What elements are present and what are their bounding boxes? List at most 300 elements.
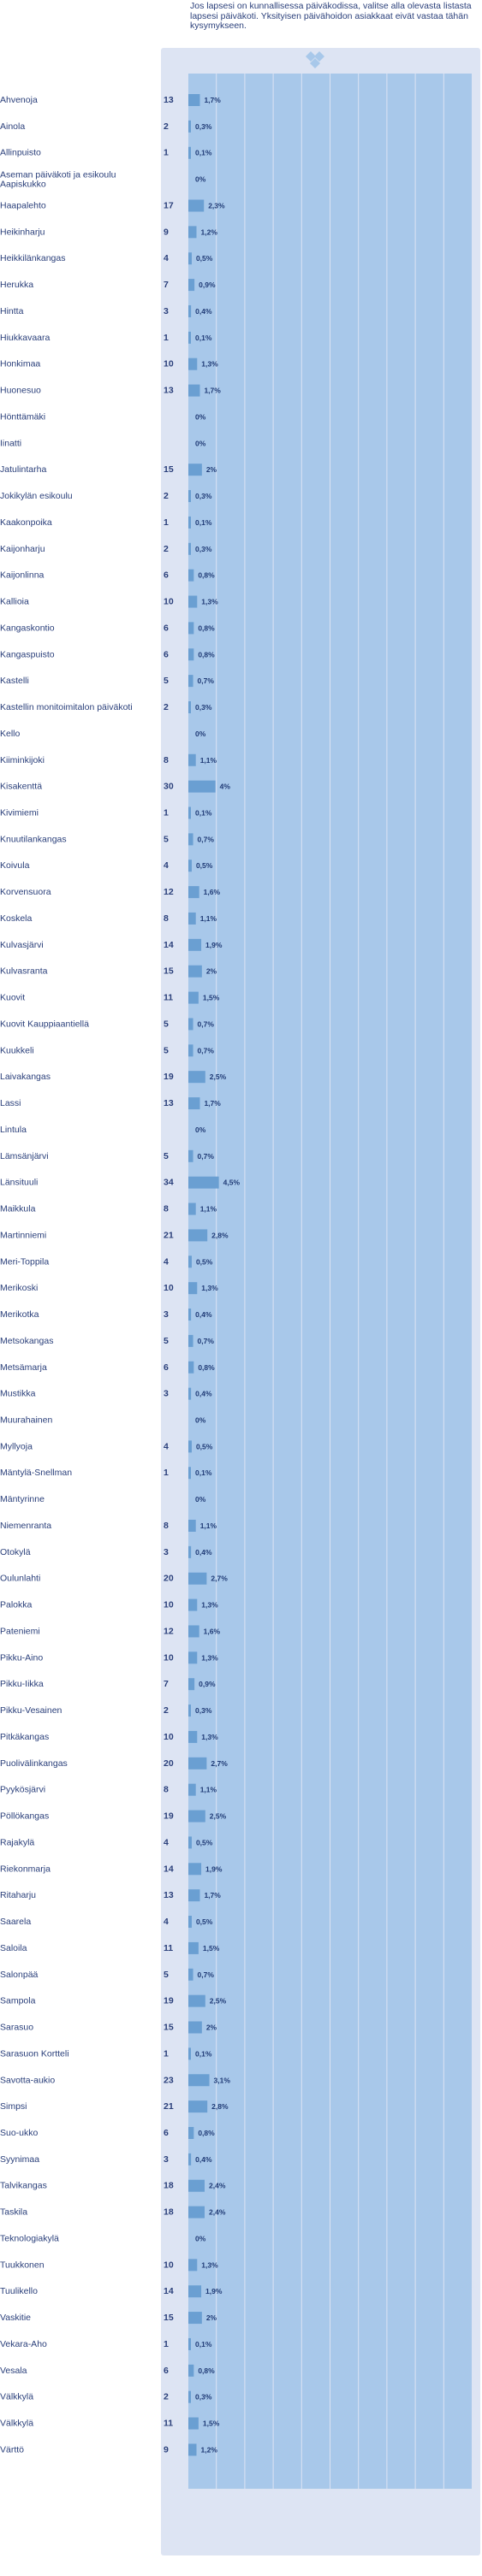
category-label: Kello: [0, 728, 21, 739]
value-label: 1,1%: [199, 1521, 217, 1530]
value-label: 0%: [195, 412, 206, 422]
bar: [188, 1282, 197, 1294]
category-label: Rajakylä: [0, 1837, 35, 1848]
value-label: 0,8%: [198, 2128, 215, 2137]
bar: [188, 1520, 196, 1532]
bar: [188, 1889, 199, 1901]
value-label: 1,3%: [201, 1732, 218, 1741]
bar: [188, 1467, 191, 1479]
bar: [188, 1811, 205, 1823]
value-label: 0,1%: [195, 2049, 212, 2059]
bar: [188, 1836, 192, 1848]
count-label: 2: [164, 491, 169, 502]
category-label: Iinatti: [0, 438, 22, 449]
count-label: 1: [164, 517, 169, 528]
category-label: Ritaharju: [0, 1890, 37, 1901]
value-label: 1,6%: [203, 888, 221, 897]
value-label: 0,7%: [197, 1046, 214, 1055]
bar: [188, 1916, 192, 1928]
bar: [188, 1309, 191, 1320]
category-label: Metsämarja: [0, 1362, 47, 1373]
count-label: 1: [164, 147, 169, 158]
bar: [188, 1995, 205, 2007]
bar: [188, 754, 196, 766]
category-label: Simpsi: [0, 2101, 27, 2112]
bar: [188, 1942, 199, 1954]
value-label: 0,1%: [195, 1468, 212, 1478]
category-label: Salonpää: [0, 1969, 39, 1980]
grid-column: [330, 74, 358, 2489]
category-label: Ainola: [0, 121, 26, 132]
value-label: 1,2%: [200, 227, 217, 237]
value-label: 0,7%: [197, 1336, 214, 1345]
value-label: 2,4%: [209, 2181, 226, 2190]
bar: [188, 596, 197, 608]
bar: [188, 2100, 207, 2112]
category-label: Haapalehto: [0, 200, 46, 211]
value-label: 0,7%: [197, 1970, 214, 1979]
value-label: 2,3%: [208, 201, 225, 210]
bar: [188, 2047, 191, 2059]
value-label: 0,7%: [197, 676, 214, 686]
bar: [188, 2365, 193, 2377]
value-label: 0%: [195, 439, 206, 448]
value-label: 0,3%: [195, 1706, 212, 1716]
count-label: 23: [164, 2075, 174, 2086]
value-label: 0,3%: [195, 544, 212, 553]
value-label: 2,5%: [209, 1072, 227, 1082]
category-label: Kallioia: [0, 596, 29, 607]
count-label: 15: [164, 464, 174, 476]
bar: [188, 1784, 196, 1796]
bar: [188, 517, 191, 529]
category-label: Länsituuli: [0, 1177, 39, 1188]
value-label: 0,3%: [195, 2392, 212, 2402]
value-label: 2%: [205, 2023, 217, 2032]
value-label: 1,9%: [205, 1864, 223, 1874]
category-label: Kaijonharju: [0, 543, 45, 554]
category-label: Välkkylä: [0, 2391, 34, 2402]
value-label: 0,5%: [195, 1257, 213, 1267]
value-label: 2,5%: [209, 1811, 227, 1821]
value-label: 0,4%: [195, 1547, 212, 1557]
value-label: 0,4%: [195, 2154, 212, 2164]
category-label: Kastellin monitoimitalon päiväkoti: [0, 702, 133, 713]
bar: [188, 490, 191, 502]
bar: [188, 913, 196, 925]
bar: [188, 1651, 197, 1663]
count-label: 21: [164, 1230, 174, 1241]
count-label: 4: [164, 1837, 169, 1848]
category-label: Sarasuon Kortteli: [0, 2048, 69, 2059]
count-label: 5: [164, 1969, 169, 1980]
category-label: Sarasuo: [0, 2022, 34, 2033]
category-label: Pikku-Aino: [0, 1652, 44, 1663]
count-label: 5: [164, 1019, 169, 1030]
value-label: 0,8%: [198, 2366, 215, 2375]
count-label: 7: [164, 1679, 169, 1690]
bar: [188, 648, 193, 660]
count-label: 13: [164, 1098, 174, 1109]
category-label: Mustikka: [0, 1388, 36, 1399]
category-label: Lintula: [0, 1124, 27, 1135]
value-label: 0,8%: [198, 570, 215, 580]
count-label: 6: [164, 2365, 169, 2376]
category-label: Kaakonpoika: [0, 517, 52, 528]
value-label: 1,1%: [199, 755, 217, 765]
bar: [188, 1731, 197, 1743]
count-label: 4: [164, 860, 169, 871]
count-label: 7: [164, 280, 169, 291]
value-label: 1,9%: [205, 940, 223, 949]
count-label: 3: [164, 2154, 169, 2165]
category-label: Talvikangas: [0, 2180, 47, 2191]
category-label: Kangaspuisto: [0, 649, 55, 660]
value-label: 1,3%: [201, 597, 218, 606]
grid-column: [387, 74, 414, 2489]
category-label: Koskela: [0, 913, 33, 924]
category-label: Lassi: [0, 1098, 21, 1109]
category-label: Pyykösjärvi: [0, 1784, 46, 1795]
grid-column: [245, 74, 272, 2489]
bar: [188, 2312, 202, 2324]
value-label: 0,3%: [195, 492, 212, 501]
value-label: 1,5%: [202, 993, 220, 1002]
count-label: 10: [164, 358, 174, 369]
category-label: Maikkula: [0, 1203, 36, 1214]
category-label: Vekara-Aho: [0, 2338, 47, 2349]
grid-column: [217, 74, 244, 2489]
value-label: 2,8%: [211, 2102, 229, 2112]
bar: [188, 806, 191, 818]
bar: [188, 464, 202, 476]
category-label: Puolivälinkangas: [0, 1758, 68, 1769]
value-label: 0,1%: [195, 2339, 212, 2349]
value-label: 0%: [195, 1495, 206, 1504]
count-label: 34: [164, 1177, 174, 1188]
question-text: Jos lapsesi on kunnallisessa päiväkodissa, valitse alla olevasta listasta lapsesi päiväkoti. Yksityisen päivähoidon asiakkaat eivät vastaa tähän kysymykseen.: [190, 1, 472, 31]
grid-column: [416, 74, 443, 2489]
value-label: 0%: [195, 2234, 206, 2243]
value-label: 1,3%: [201, 1600, 218, 1610]
bar: [188, 1229, 207, 1241]
value-label: 0,5%: [195, 861, 213, 871]
category-label: Kangaskontio: [0, 623, 55, 634]
bar: [188, 1705, 191, 1716]
category-label: Pateniemi: [0, 1626, 40, 1637]
bar: [188, 2285, 201, 2297]
category-label: Merikoski: [0, 1283, 39, 1294]
count-label: 1: [164, 2338, 169, 2349]
bar: [188, 1678, 194, 1690]
value-label: 0,5%: [195, 254, 213, 263]
category-label: Pikku-Vesainen: [0, 1705, 62, 1716]
value-label: 1,2%: [200, 2445, 217, 2455]
category-label: Myllyoja: [0, 1441, 33, 1452]
count-label: 9: [164, 227, 169, 238]
category-label: Suo-ukko: [0, 2127, 39, 2138]
value-label: 0,3%: [195, 703, 212, 712]
value-label: 0,1%: [195, 517, 212, 527]
count-label: 10: [164, 1283, 174, 1294]
bar: [188, 94, 199, 106]
count-label: 8: [164, 754, 169, 765]
bar: [188, 1440, 192, 1452]
bar: [188, 121, 191, 133]
bar: [188, 701, 191, 713]
category-label: Sampola: [0, 1995, 36, 2006]
grid-column: [444, 74, 472, 2489]
category-label: Kaijonlinna: [0, 570, 45, 581]
category-label: Korvensuora: [0, 887, 51, 898]
count-label: 11: [164, 2418, 174, 2429]
bar: [188, 1625, 199, 1637]
count-label: 2: [164, 702, 169, 713]
category-label: Mäntyrinne: [0, 1494, 45, 1505]
grid-column: [302, 74, 330, 2489]
value-label: 0,9%: [199, 281, 216, 290]
count-label: 15: [164, 2022, 174, 2033]
value-label: 1,9%: [205, 2287, 223, 2296]
category-label: Savotta-aukio: [0, 2075, 56, 2086]
category-label: Saarela: [0, 1917, 32, 1928]
count-label: 3: [164, 1309, 169, 1320]
bar: [188, 2154, 191, 2165]
bar: [188, 1018, 193, 1030]
bar: [188, 543, 191, 555]
category-label: Meri-Toppila: [0, 1256, 50, 1267]
grid-column: [188, 74, 216, 2489]
value-label: 0%: [195, 174, 206, 184]
bar: [188, 147, 191, 159]
value-label: 0,5%: [195, 1442, 213, 1451]
bar: [188, 2338, 191, 2350]
bar: [188, 2074, 210, 2086]
value-label: 0,8%: [198, 650, 215, 659]
bar: [188, 2022, 202, 2034]
category-label: Kisakenttä: [0, 781, 43, 792]
count-label: 13: [164, 1890, 174, 1901]
bar: [188, 2207, 205, 2219]
category-label: Oulunlahti: [0, 1573, 41, 1584]
category-label: Pitkäkangas: [0, 1731, 50, 1742]
bar: [188, 252, 192, 264]
count-label: 14: [164, 939, 174, 950]
category-label: Välkkylä: [0, 2418, 34, 2429]
count-label: 5: [164, 1045, 169, 1056]
value-label: 0%: [195, 729, 206, 738]
category-label: Otokylä: [0, 1546, 31, 1557]
category-label: Riekonmarja: [0, 1864, 51, 1875]
category-label: Vesala: [0, 2365, 27, 2376]
count-label: 18: [164, 2207, 174, 2218]
category-label: Pikku-Iikka: [0, 1679, 44, 1690]
category-label: Huonesuo: [0, 385, 41, 396]
bar: [188, 2180, 205, 2192]
value-label: 1,7%: [204, 1099, 221, 1108]
bar: [188, 1599, 197, 1611]
value-label: 0,8%: [198, 1362, 215, 1372]
count-label: 8: [164, 1520, 169, 1531]
count-label: 6: [164, 623, 169, 634]
bar: [188, 1044, 193, 1056]
count-label: 6: [164, 570, 169, 581]
value-label: 1,7%: [204, 386, 221, 395]
category-label: Kastelli: [0, 676, 29, 687]
count-label: 10: [164, 1599, 174, 1610]
value-label: 0,7%: [197, 1019, 214, 1029]
value-label: 1,1%: [199, 1204, 217, 1214]
value-label: 0,4%: [195, 1389, 212, 1398]
value-label: 0%: [195, 1415, 206, 1425]
bar: [188, 199, 204, 211]
count-label: 14: [164, 2286, 174, 2297]
count-label: 8: [164, 1784, 169, 1795]
category-label: Värttö: [0, 2444, 25, 2455]
bar: [188, 570, 193, 582]
value-label: 2%: [205, 465, 217, 475]
category-label: Heikinharju: [0, 227, 45, 238]
grid-column: [359, 74, 386, 2489]
bar: [188, 2418, 199, 2430]
category-label: Niemenranta: [0, 1520, 52, 1531]
category-label: Ahvenoja: [0, 95, 38, 105]
category-label: Knuutilankangas: [0, 834, 67, 845]
count-label: 21: [164, 2101, 174, 2112]
category-label: Jokikylän esikoulu: [0, 491, 73, 502]
value-label: 1,5%: [202, 1943, 220, 1953]
count-label: 13: [164, 95, 174, 105]
value-label: 4,5%: [223, 1178, 241, 1187]
value-label: 0,1%: [195, 148, 212, 157]
count-label: 5: [164, 676, 169, 687]
count-label: 6: [164, 2127, 169, 2138]
count-label: 1: [164, 807, 169, 818]
value-label: 2%: [205, 2313, 217, 2323]
category-label: Mäntylä-Snellman: [0, 1468, 73, 1479]
grid-column: [274, 74, 301, 2489]
value-label: 0,4%: [195, 306, 212, 316]
count-label: 1: [164, 2048, 169, 2059]
category-label: Martinniemi: [0, 1230, 47, 1241]
count-label: 15: [164, 2313, 174, 2324]
count-label: 17: [164, 200, 174, 211]
bar: [188, 781, 216, 793]
bar: [188, 939, 201, 951]
count-label: 15: [164, 966, 174, 977]
value-label: 0,7%: [197, 835, 214, 844]
count-label: 6: [164, 1362, 169, 1373]
value-label: 1,6%: [203, 1627, 221, 1636]
category-label: Aseman päiväkoti ja esikoulu Aapiskukko: [0, 169, 116, 190]
category-label: Kulvasjärvi: [0, 939, 44, 950]
bar: [188, 622, 193, 634]
bar: [188, 1335, 193, 1347]
category-label: Tuukkonen: [0, 2260, 45, 2271]
category-label: Herukka: [0, 280, 34, 291]
category-label: Hiukkavaara: [0, 332, 51, 343]
count-label: 20: [164, 1758, 174, 1769]
category-label: Saloila: [0, 1942, 27, 1953]
bar: [188, 833, 193, 845]
category-label: Palokka: [0, 1599, 33, 1610]
count-label: 3: [164, 1546, 169, 1557]
value-label: 0,1%: [195, 333, 212, 342]
count-label: 11: [164, 992, 174, 1003]
bar: [188, 1150, 193, 1162]
count-label: 18: [164, 2180, 174, 2191]
category-label: Tuulikello: [0, 2286, 38, 2297]
value-label: 4%: [219, 782, 230, 791]
count-label: 5: [164, 834, 169, 845]
value-label: 2,7%: [211, 1574, 228, 1583]
count-label: 4: [164, 253, 169, 264]
count-label: 9: [164, 2444, 169, 2455]
category-label: Pöllökangas: [0, 1811, 50, 1822]
bar: [188, 226, 197, 238]
category-label: Teknologiakylä: [0, 2233, 59, 2244]
category-label: Merikotka: [0, 1309, 39, 1320]
category-label: Jatulintarha: [0, 464, 47, 476]
bar: [188, 966, 202, 978]
category-label: Heikkilänkangas: [0, 253, 66, 264]
bar: [188, 1969, 193, 1981]
category-label: Metsokangas: [0, 1335, 54, 1346]
count-label: 10: [164, 1652, 174, 1663]
bar: [188, 992, 199, 1004]
category-label: Vaskitie: [0, 2313, 31, 2324]
value-label: 2,5%: [209, 1996, 227, 2006]
count-label: 11: [164, 1942, 174, 1953]
count-label: 12: [164, 887, 174, 898]
bar: [188, 860, 192, 871]
bar: [188, 1863, 201, 1875]
count-label: 2: [164, 1705, 169, 1716]
count-label: 1: [164, 332, 169, 343]
count-label: 12: [164, 1626, 174, 1637]
category-label: Lämsänjärvi: [0, 1150, 49, 1161]
value-label: 1,7%: [204, 1891, 221, 1900]
bar: [188, 2259, 197, 2271]
count-label: 13: [164, 385, 174, 396]
bar: [188, 1388, 191, 1400]
value-label: 2,7%: [211, 1758, 228, 1768]
bar: [188, 1573, 206, 1585]
count-label: 3: [164, 305, 169, 316]
category-label: Honkimaa: [0, 358, 41, 369]
value-label: 0,3%: [195, 121, 212, 131]
count-label: 14: [164, 1864, 174, 1875]
value-label: 0,7%: [197, 1151, 214, 1161]
bar: [188, 675, 193, 687]
value-label: 0,1%: [195, 808, 212, 818]
category-label: Kiiminkijoki: [0, 754, 45, 765]
value-label: 1,1%: [199, 1785, 217, 1794]
value-label: 1,3%: [201, 359, 218, 369]
value-label: 1,3%: [201, 1284, 218, 1293]
value-label: 1,7%: [204, 96, 221, 104]
value-label: 3,1%: [213, 2076, 230, 2085]
value-label: 1,5%: [202, 2419, 220, 2428]
bar: [188, 1362, 193, 1374]
count-label: 20: [164, 1573, 174, 1584]
category-label: Kuovit: [0, 992, 26, 1003]
bar: [188, 2127, 193, 2139]
count-label: 8: [164, 1203, 169, 1214]
count-label: 4: [164, 1441, 169, 1452]
bar: [188, 1758, 206, 1770]
category-label: Allinpuisto: [0, 147, 41, 158]
